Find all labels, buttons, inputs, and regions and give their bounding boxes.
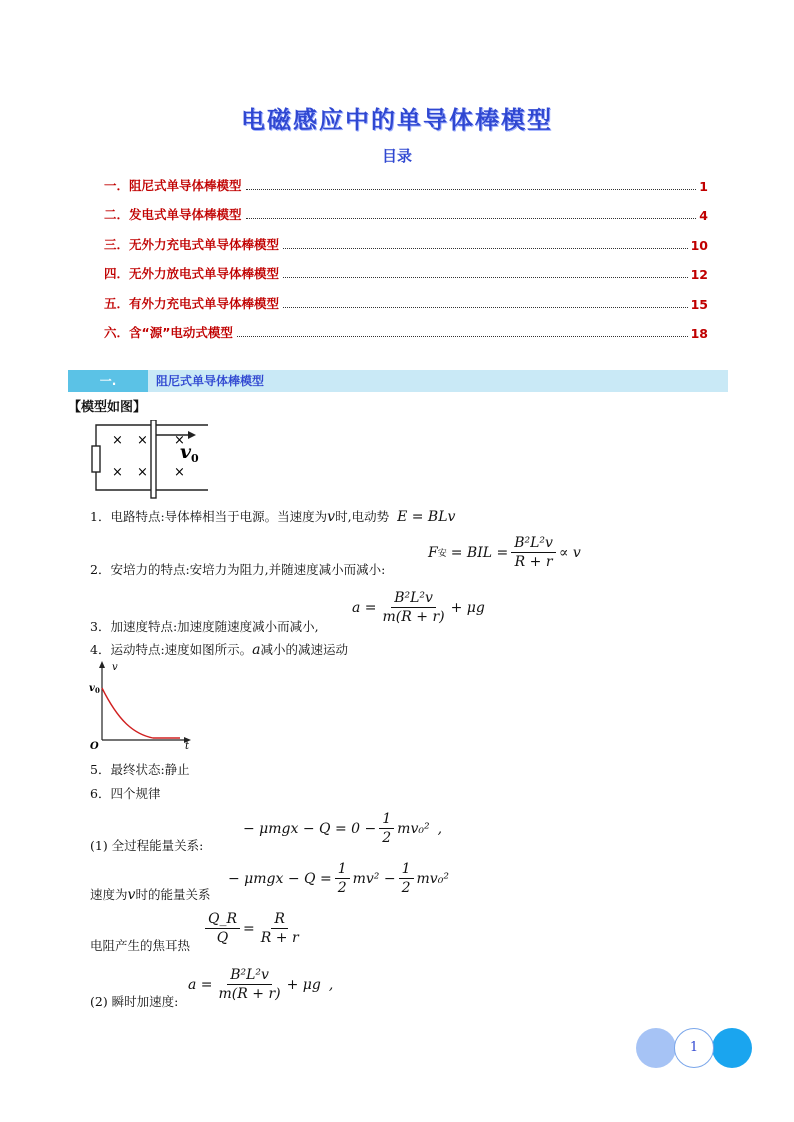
law-heat-label: 电阻产生的焦耳热 [90,938,191,953]
field-cross: × [174,465,185,480]
field-cross: × [112,433,123,448]
toc-item[interactable] [104,174,708,194]
section-title: 阻尼式单导体棒模型 [156,374,265,388]
toc-leader [246,189,697,190]
toc-item-page: 10 [690,238,708,253]
toc-item[interactable] [104,321,708,341]
velocity-time-graph [88,660,198,750]
point-3: 3．加速度特点:加速度随速度减小而减小, [90,619,319,634]
toc-leader [283,277,688,278]
law-accel-label: (2) 瞬时加速度: [90,994,179,1009]
field-cross: × [137,465,148,480]
point-5: 5．最终状态:静止 [90,762,190,777]
point-1: 1．电路特点:导体棒相当于电源。当速度为v时,电动势 E = BLv [90,509,456,525]
toc-item[interactable] [104,203,708,223]
toc-item-page: 4 [699,208,708,223]
toc-item[interactable] [104,292,708,312]
field-cross: × [174,433,185,448]
ampere-force-formula: F 安 = BIL = $\frac{\text{B²L²v}}{R + r}$ ∝ v [428,535,581,570]
toc-item-label: 五．有外力充电式单导体棒模型 [104,296,280,311]
conductor-rod [151,420,156,498]
toc-item-page: 18 [690,326,708,341]
instant-accel-formula: a = $\frac{\text{B²L²v}}{m(R + r)}$ + μg , [188,967,334,1002]
toc-item-page: 12 [690,267,708,282]
y-axis-arrowhead [99,661,105,668]
velocity-curve [102,688,180,738]
toc-leader [237,336,688,337]
origin-label: O [90,741,99,750]
field-cross: × [112,465,123,480]
toc-leader [283,307,688,308]
document-title: 电磁感应中的单导体棒模型 [241,106,553,134]
toc-item-page: 1 [699,179,708,194]
point-2: 2．安培力的特点:安培力为阻力,并随速度减小而减小: [90,562,386,577]
v0-subscript: 0 [95,686,100,695]
energy-v-formula: − μmgx − Q = $\frac{1}{2}$ mv² − $\frac{1}{2}$ mv₀² [228,861,449,896]
toc-item-label: 二．发电式单导体棒模型 [104,207,242,222]
emf-formula: E = BLv [397,509,456,525]
toc-item-page: 15 [690,297,708,312]
page-badge-left-circle [636,1028,676,1068]
law-energy-total-label: (1) 全过程能量关系: [90,838,204,853]
velocity-label: v [180,441,192,463]
toc-item-label: 四．无外力放电式单导体棒模型 [104,266,280,281]
law-energy-v-label: 速度为v时的能量关系 [90,887,211,903]
v0-label: v [89,683,95,694]
velocity-arrowhead [188,431,196,439]
section-number: 一. [68,370,148,392]
toc-item[interactable] [104,233,708,253]
acceleration-formula: a = $\frac{\text{B²L²v}}{m(R + r)}$ + μg [352,590,485,625]
toc-item-label: 一．阻尼式单导体棒模型 [104,178,242,193]
toc-leader [283,248,688,249]
toc-item[interactable] [104,262,708,282]
point-4: 4．运动特点:速度如图所示。a减小的减速运动 [90,642,349,658]
toc-heading: 目录 [381,147,412,165]
toc-item-label: 六．含“源”电动式模型 [104,325,233,340]
energy-total-formula: − μmgx − Q = 0 − $\frac{1}{2}$ mv₀² , [243,811,443,846]
toc-leader [246,218,697,219]
page-badge-right-circle [712,1028,752,1068]
x-axis-label: t [185,741,190,750]
velocity-subscript: 0 [191,452,199,465]
toc-item-label: 三．无外力充电式单导体棒模型 [104,237,280,252]
field-cross: × [137,433,148,448]
y-axis-label: v [112,662,118,673]
model-figure-header: 【模型如图】 [68,400,147,415]
point-6: 6．四个规律 [90,786,161,801]
resistor [92,446,100,472]
circuit-diagram [88,420,218,500]
page-number: 1 [674,1028,714,1068]
heat-ratio-formula: $\frac{Q\_R}{Q}$ = $\frac{R}{R + r}$ [202,910,305,947]
